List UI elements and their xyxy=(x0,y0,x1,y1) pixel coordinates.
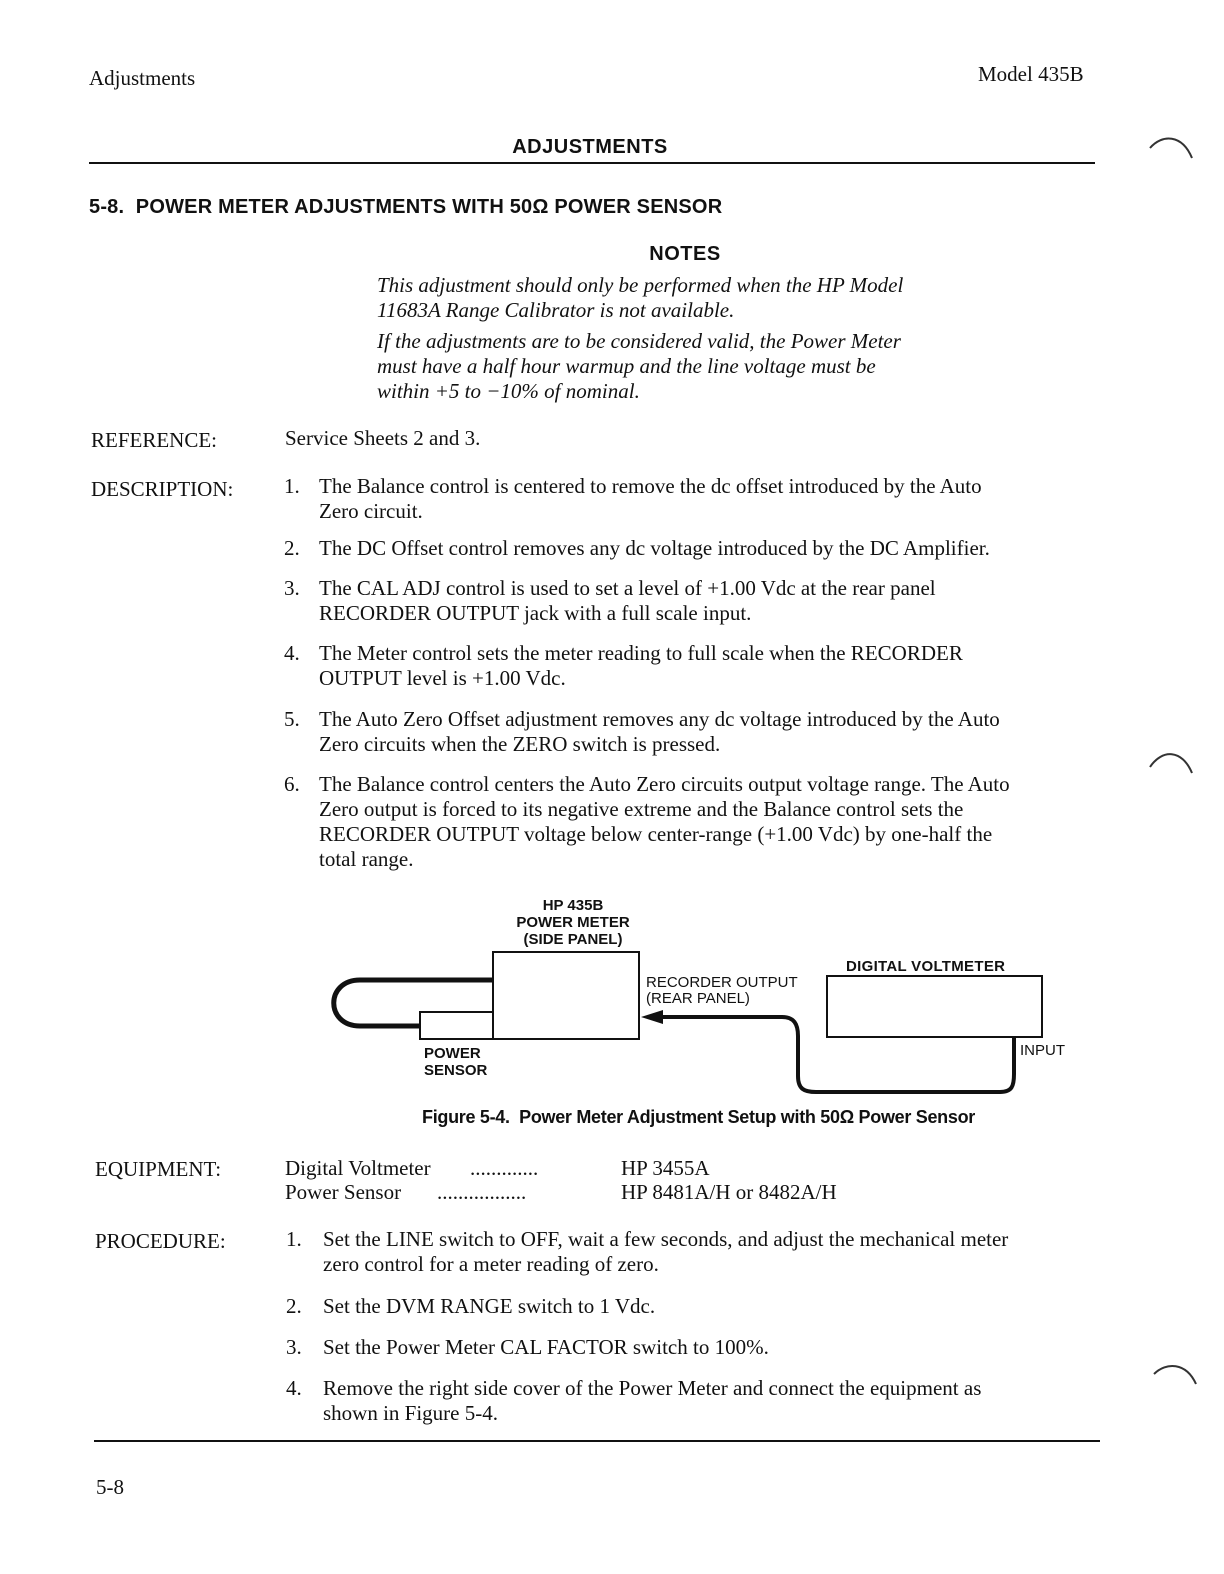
reference-label: REFERENCE: xyxy=(91,428,218,452)
footer-rule xyxy=(94,1440,1100,1442)
procedure-step xyxy=(286,1335,1101,1360)
item-number: 4. xyxy=(284,641,300,665)
item-number: 1. xyxy=(284,474,300,498)
procedure-step xyxy=(286,1376,1101,1426)
equipment-name: Power Sensor xyxy=(285,1180,402,1204)
item-number: 2. xyxy=(284,536,300,560)
item-line: The DC Offset control removes any dc voltage introduced by the DC Amplifier. xyxy=(319,536,990,560)
reference-text: Service Sheets 2 and 3. xyxy=(285,426,481,450)
procedure-list xyxy=(286,1227,1101,1427)
equipment-dots: ............. xyxy=(470,1156,539,1180)
equipment-row xyxy=(285,1180,401,1205)
note-2 xyxy=(377,329,1017,404)
step-number: 4. xyxy=(286,1376,302,1400)
equipment-dots: ................. xyxy=(437,1180,527,1204)
item-line: The Balance control centers the Auto Zero circuits output voltage range. The Auto xyxy=(319,772,1010,796)
item-line: Zero circuit. xyxy=(319,499,423,523)
title-rule xyxy=(89,162,1095,164)
description-item xyxy=(284,707,1099,757)
step-number: 2. xyxy=(286,1294,302,1318)
equipment-model: HP 3455A xyxy=(621,1156,710,1180)
page-number: 5-8 xyxy=(96,1475,124,1499)
procedure-step xyxy=(286,1294,1101,1319)
binder-mark xyxy=(1152,1358,1202,1388)
item-line: The CAL ADJ control is used to set a level of +1.00 Vdc at the rear panel xyxy=(319,576,936,600)
dvm-box xyxy=(827,976,1042,1037)
procedure-label: PROCEDURE: xyxy=(95,1229,226,1253)
equipment-row xyxy=(285,1156,431,1181)
meter-label-line: (SIDE PANEL) xyxy=(523,931,623,948)
item-number: 3. xyxy=(284,576,300,600)
item-line: total range. xyxy=(319,847,414,871)
binder-mark xyxy=(1148,130,1198,160)
item-number: 6. xyxy=(284,772,300,796)
equipment-label: EQUIPMENT: xyxy=(95,1157,222,1181)
item-line: Zero circuits when the ZERO switch is pressed. xyxy=(319,732,721,756)
item-number: 5. xyxy=(284,707,300,731)
running-header-left: Adjustments xyxy=(89,66,196,90)
equipment-name: Digital Voltmeter xyxy=(285,1156,431,1180)
step-line: shown in Figure 5-4. xyxy=(323,1401,498,1425)
item-line: RECORDER OUTPUT jack with a full scale input. xyxy=(319,601,752,625)
meter-label xyxy=(508,897,638,948)
step-line: Remove the right side cover of the Power Meter and connect the equipment as xyxy=(323,1376,982,1400)
power-meter-box xyxy=(493,952,639,1039)
description-item xyxy=(284,641,1099,691)
running-header-right: Model 435B xyxy=(978,62,1084,86)
recorder-output-label xyxy=(646,975,798,1007)
figure-caption: Figure 5-4. Power Meter Adjustment Setup with 50Ω Power Sensor xyxy=(422,1107,975,1127)
recorder-cable xyxy=(655,1017,1014,1092)
note-1-line: 11683A Range Calibrator is not available. xyxy=(377,298,735,322)
equipment-model: HP 8481A/H or 8482A/H xyxy=(621,1180,837,1204)
step-number: 1. xyxy=(286,1227,302,1251)
item-line: The Auto Zero Offset adjustment removes any dc voltage introduced by the Auto xyxy=(319,707,1000,731)
sensor-cable xyxy=(334,980,493,1026)
description-list xyxy=(284,474,1099,874)
section-heading: 5-8. POWER METER ADJUSTMENTS WITH 50Ω POWER SENSOR xyxy=(89,196,723,218)
sensor-label-line: POWER xyxy=(424,1045,481,1062)
description-item xyxy=(284,536,1099,561)
note-1-line: This adjustment should only be performed when the HP Model xyxy=(377,273,904,297)
recorder-label-line: (REAR PANEL) xyxy=(646,990,750,1007)
step-number: 3. xyxy=(286,1335,302,1359)
binder-mark xyxy=(1148,745,1198,775)
note-1 xyxy=(377,273,1017,323)
meter-label-line: HP 435B xyxy=(542,897,604,914)
sensor-label-line: SENSOR xyxy=(424,1062,488,1079)
meter-label-line: POWER METER xyxy=(516,914,630,931)
recorder-label-line: RECORDER OUTPUT xyxy=(646,974,798,991)
description-item xyxy=(284,576,1099,626)
item-line: OUTPUT level is +1.00 Vdc. xyxy=(319,666,566,690)
page-title: ADJUSTMENTS xyxy=(512,136,668,158)
step-line: Set the Power Meter CAL FACTOR switch to 100%. xyxy=(323,1335,769,1359)
step-line: Set the DVM RANGE switch to 1 Vdc. xyxy=(323,1294,656,1318)
arrow-icon xyxy=(641,1010,663,1024)
item-line: RECORDER OUTPUT voltage below center-range (+1.00 Vdc) by one-half the xyxy=(319,822,993,846)
notes-title: NOTES xyxy=(649,243,721,265)
power-sensor-box xyxy=(420,1012,493,1039)
procedure-step xyxy=(286,1227,1101,1277)
description-item xyxy=(284,474,1099,524)
step-line: Set the LINE switch to OFF, wait a few seconds, and adjust the mechanical meter xyxy=(323,1227,1009,1251)
sensor-label xyxy=(424,1045,487,1079)
dvm-label: DIGITAL VOLTMETER xyxy=(846,958,1006,975)
note-2-line: within +5 to −10% of nominal. xyxy=(377,379,640,403)
description-item xyxy=(284,772,1099,872)
note-2-line: must have a half hour warmup and the line voltage must be xyxy=(377,354,876,378)
item-line: The Balance control is centered to remove the dc offset introduced by the Auto xyxy=(319,474,982,498)
note-2-line: If the adjustments are to be considered valid, the Power Meter xyxy=(377,329,901,353)
description-label: DESCRIPTION: xyxy=(91,477,234,501)
input-label: INPUT xyxy=(1020,1042,1065,1059)
item-line: The Meter control sets the meter reading to full scale when the RECORDER xyxy=(319,641,963,665)
step-line: zero control for a meter reading of zero. xyxy=(323,1252,659,1276)
item-line: Zero output is forced to its negative extreme and the Balance control sets the xyxy=(319,797,964,821)
